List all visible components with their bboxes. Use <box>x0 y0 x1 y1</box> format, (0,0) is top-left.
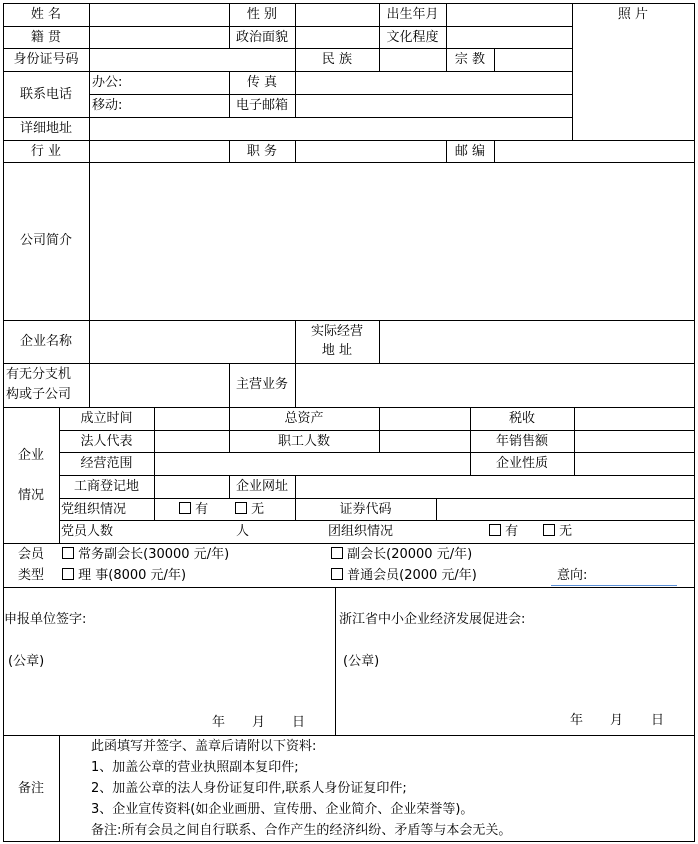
label-mobile: 移动: <box>92 98 123 113</box>
label-education: 文化程度 <box>386 30 439 45</box>
label-photo: 照 片 <box>617 7 649 22</box>
checkbox-party-none[interactable] <box>235 502 247 514</box>
checkbox-league-none[interactable] <box>543 524 555 536</box>
label-intention: 意向: <box>557 568 588 583</box>
label-association: 浙江省中小企业经济发展促进会: <box>339 612 526 627</box>
exec-vp-label: 常务副会长(30000 元/年) <box>78 547 230 562</box>
note-line: 3、企业宣传资料(如企业画册、宣传册、企业简介、企业荣誉等)。 <box>91 802 474 817</box>
label-tax: 税收 <box>508 411 535 426</box>
note-line: 2、加盖公章的法人身份证复印件,联系人身份证复印件; <box>91 781 407 796</box>
association-day: 日 <box>651 713 665 728</box>
label-league-org: 团组织情况 <box>328 524 394 539</box>
label-id-number: 身份证号码 <box>13 52 79 67</box>
league-has-option[interactable] <box>489 524 518 539</box>
vp-label: 副会长(20000 元/年) <box>347 547 473 562</box>
label-name: 姓 名 <box>30 7 62 22</box>
label-fax: 传 真 <box>246 75 278 90</box>
checkbox-vp[interactable] <box>331 547 343 559</box>
label-remarks: 备注 <box>17 781 44 796</box>
label-registration: 工商登记地 <box>73 479 139 494</box>
label-branch-2: 构或子公司 <box>6 387 72 402</box>
label-political: 政治面貌 <box>235 30 288 45</box>
label-applicant-sign: 申报单位签字: <box>4 612 87 627</box>
applicant-year: 年 <box>212 715 226 730</box>
option-director[interactable] <box>62 568 186 583</box>
label-religion: 宗 教 <box>454 52 486 67</box>
option-regular[interactable] <box>331 568 477 583</box>
applicant-day: 日 <box>292 715 306 730</box>
option-exec-vp[interactable] <box>62 547 229 562</box>
label-branch-1: 有无分支机 <box>6 367 72 382</box>
label-origin: 籍 贯 <box>30 30 62 45</box>
label-address: 详细地址 <box>19 121 72 136</box>
regular-label: 普通会员(2000 元/年) <box>347 568 477 583</box>
applicant-month: 月 <box>252 715 266 730</box>
label-company-name: 企业名称 <box>19 334 72 349</box>
association-year: 年 <box>570 713 584 728</box>
label-postcode: 邮 编 <box>454 144 486 159</box>
label-main-business: 主营业务 <box>235 377 288 392</box>
label-ethnicity: 民 族 <box>321 52 353 67</box>
league-has-label: 有 <box>505 524 519 539</box>
checkbox-party-has[interactable] <box>179 502 191 514</box>
label-employees: 职工人数 <box>277 434 330 449</box>
label-position: 职 务 <box>246 144 278 159</box>
label-enterprise-nature: 企业性质 <box>495 456 548 471</box>
label-business-scope: 经营范围 <box>80 456 133 471</box>
association-month: 月 <box>610 713 624 728</box>
league-none-label: 无 <box>559 524 573 539</box>
label-office: 办公: <box>92 75 123 90</box>
league-none-option[interactable] <box>543 524 572 539</box>
director-label: 理 事(8000 元/年) <box>78 568 187 583</box>
label-email: 电子邮箱 <box>235 98 288 113</box>
label-enterprise-2: 情况 <box>17 488 44 503</box>
label-company-intro: 公司简介 <box>19 233 72 248</box>
party-has-label: 有 <box>195 502 209 517</box>
option-vp[interactable] <box>331 547 472 562</box>
label-member-1: 会员 <box>17 547 44 562</box>
label-founded: 成立时间 <box>80 411 133 426</box>
label-stock-code: 证券代码 <box>339 502 392 517</box>
note-line: 备注:所有会员之间自行联系、合作产生的经济纠纷、矛盾等与本会无关。 <box>91 823 512 838</box>
label-persons: 人 <box>236 524 250 539</box>
party-none-label: 无 <box>251 502 265 517</box>
applicant-seal: (公章) <box>8 654 45 669</box>
label-party-org: 党组织情况 <box>61 502 127 517</box>
label-legal-rep: 法人代表 <box>80 434 133 449</box>
checkbox-regular[interactable] <box>331 568 343 580</box>
checkbox-director[interactable] <box>62 568 74 580</box>
intention-underline[interactable] <box>551 585 677 586</box>
party-org-has-option[interactable] <box>179 502 208 517</box>
note-line: 此函填写并签字、盖章后请附以下资料: <box>91 739 317 754</box>
party-org-none-option[interactable] <box>235 502 264 517</box>
label-annual-sales: 年销售额 <box>495 434 548 449</box>
label-total-assets: 总资产 <box>284 411 324 426</box>
label-website: 企业网址 <box>235 479 288 494</box>
label-industry: 行 业 <box>30 144 62 159</box>
label-enterprise-1: 企业 <box>17 448 44 463</box>
label-phone: 联系电话 <box>19 87 72 102</box>
label-member-2: 类型 <box>17 568 44 583</box>
association-seal: (公章) <box>343 654 380 669</box>
note-line: 1、加盖公章的营业执照副本复印件; <box>91 760 299 775</box>
checkbox-league-has[interactable] <box>489 524 501 536</box>
label-actual-address-1: 实际经营 <box>310 324 363 339</box>
label-birth: 出生年月 <box>386 7 439 22</box>
checkbox-exec-vp[interactable] <box>62 547 74 559</box>
label-gender: 性 别 <box>246 7 278 22</box>
label-party-members: 党员人数 <box>61 524 114 539</box>
label-actual-address-2: 地 址 <box>321 343 353 358</box>
